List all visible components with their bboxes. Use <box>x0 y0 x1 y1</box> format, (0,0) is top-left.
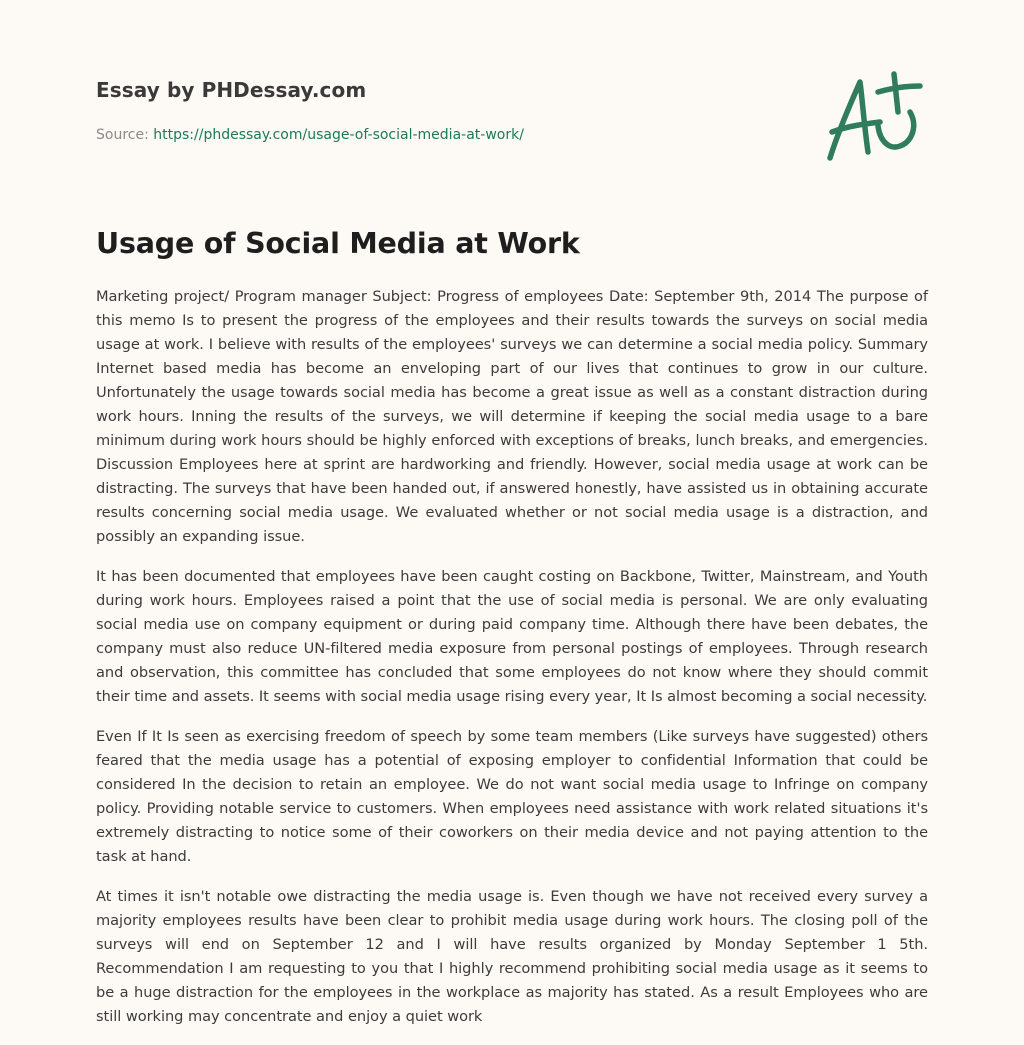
source-line <box>96 125 796 145</box>
a-plus-logo-icon <box>818 66 930 166</box>
source-link[interactable]: https://phdessay.com/usage-of-social-media-at-work/ <box>153 127 524 143</box>
essay-paragraph: At times it isn't notable owe distracting the media usage is. Even though we have not received every survey a majority employees results have been clear to prohibit media usage during work hours. The closing poll of the surveys will end on September 12 and I will have results organized by Monday September 1 5th. Recommendation I am requesting to you that I highly recommend prohibiting social media usage as it seems to be a huge distraction for the employees in the workplace as majority has stated. As a result Employees who are still working may concentrate and enjoy a quiet work <box>96 888 928 1025</box>
source-label: Source: <box>96 127 154 143</box>
essay-body <box>96 285 928 1045</box>
essay-paragraph: It has been documented that employees have been caught costing on Backbone, Twitter, Mainstream, and Youth during work hours. Employees raised a point that the use of social media is personal. We are only evaluating social media use on company equipment or during paid company time. Although there have been debates, the company must also reduce UN-filtered media exposure from personal postings of employees. Through research and observation, this committee has concluded that some employees do not know where they should commit their time and assets. It seems with social media usage rising every year, It Is almost becoming a social necessity. <box>96 568 928 705</box>
page-header <box>96 76 796 145</box>
essay-title: Usage of Social Media at Work <box>96 227 580 260</box>
essay-paragraph: Marketing project/ Program manager Subject: Progress of employees Date: September 9th, 2014 The purpose of this memo Is to present the progress of the employees and their results towards the surveys on social media usage at work. I believe with results of the employees' surveys we can determine a social media policy. Summary Internet based media has become an enveloping part of our lives that continues to grow in our culture. Unfortunately the usage towards social media has become a great issue as well as a constant distraction during work hours. Inning the results of the surveys, we will determine if keeping the social media usage to a bare minimum during work hours should be highly enforced with exceptions of breaks, lunch breaks, and emergencies. Discussion Employees here at sprint are hardworking and friendly. However, social media usage at work can be distracting. The surveys that have been handed out, if answered honestly, have assisted us in obtaining accurate results concerning social media usage. We evaluated whether or not social media usage is a distraction, and possibly an expanding issue. <box>96 288 928 545</box>
brand-title: Essay by PHDessay.com <box>96 78 367 102</box>
essay-paragraph: Even If It Is seen as exercising freedom of speech by some team members (Like surveys have suggested) others feared that the media usage has a potential of exposing employer to confidential Information that could be considered In the decision to retain an employee. We do not want social media usage to Infringe on company policy. Providing notable service to customers. When employees need assistance with work related situations it's extremely distracting to notice some of their coworkers on their media device and not paying attention to the task at hand. <box>96 728 928 865</box>
